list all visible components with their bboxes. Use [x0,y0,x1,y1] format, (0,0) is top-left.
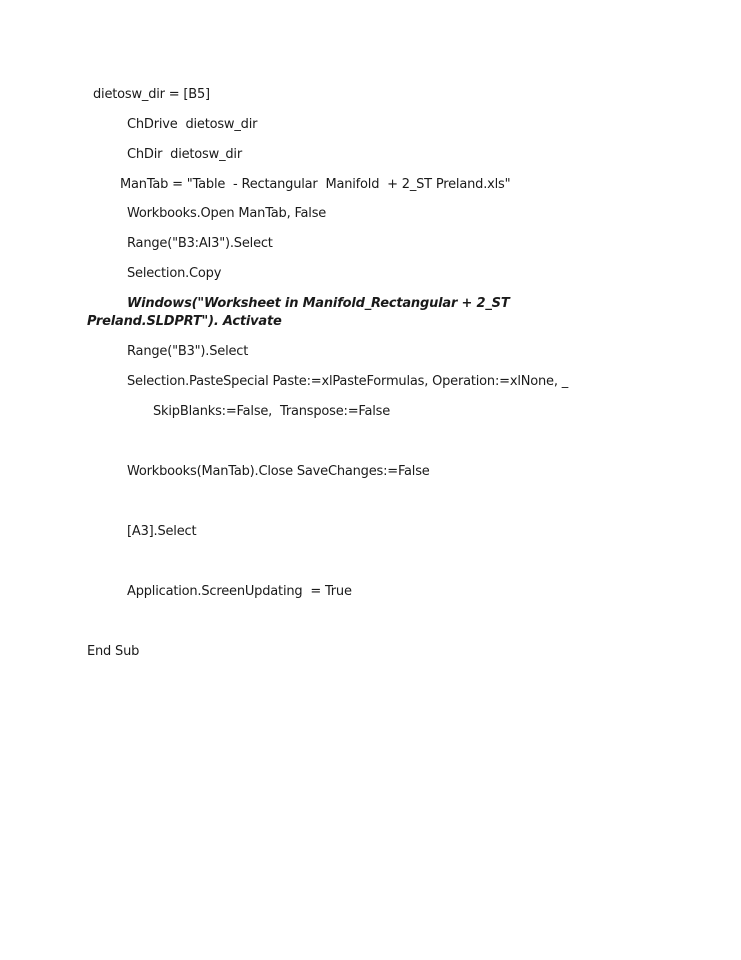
code-line-workbooks-close: Workbooks(ManTab).Close SaveChanges:=False [127,464,430,479]
code-line-screenupdating: Application.ScreenUpdating = True [127,584,352,599]
code-line-skipblanks: SkipBlanks:=False, Transpose:=False [153,404,391,419]
code-line-windows-activate-2: Preland.SLDPRT"). Activate [87,314,282,329]
code-line-workbooks-open: Workbooks.Open ManTab, False [127,206,327,221]
code-line-dir-assign: dietosw_dir = [B5] [93,87,210,102]
code-line-range-select: Range("B3:AI3").Select [127,236,273,251]
code-line-mantab-assign: ManTab = "Table - Rectangular Manifold + 2_ST Preland.xls" [120,177,511,192]
code-line-range-b3: Range("B3").Select [127,344,249,359]
code-line-windows-activate-1: Windows("Worksheet in Manifold_Rectangular + 2_ST [127,296,510,311]
code-line-a3-select: [A3].Select [127,524,197,539]
code-line-chdrive: ChDrive dietosw_dir [127,117,258,132]
code-line-pastespecial: Selection.PasteSpecial Paste:=xlPasteFormulas, Operation:=xlNone, _ [127,374,569,389]
code-line-end-sub: End Sub [87,644,140,659]
code-line-chdir: ChDir dietosw_dir [127,147,242,162]
code-line-selection-copy: Selection.Copy [127,266,222,281]
